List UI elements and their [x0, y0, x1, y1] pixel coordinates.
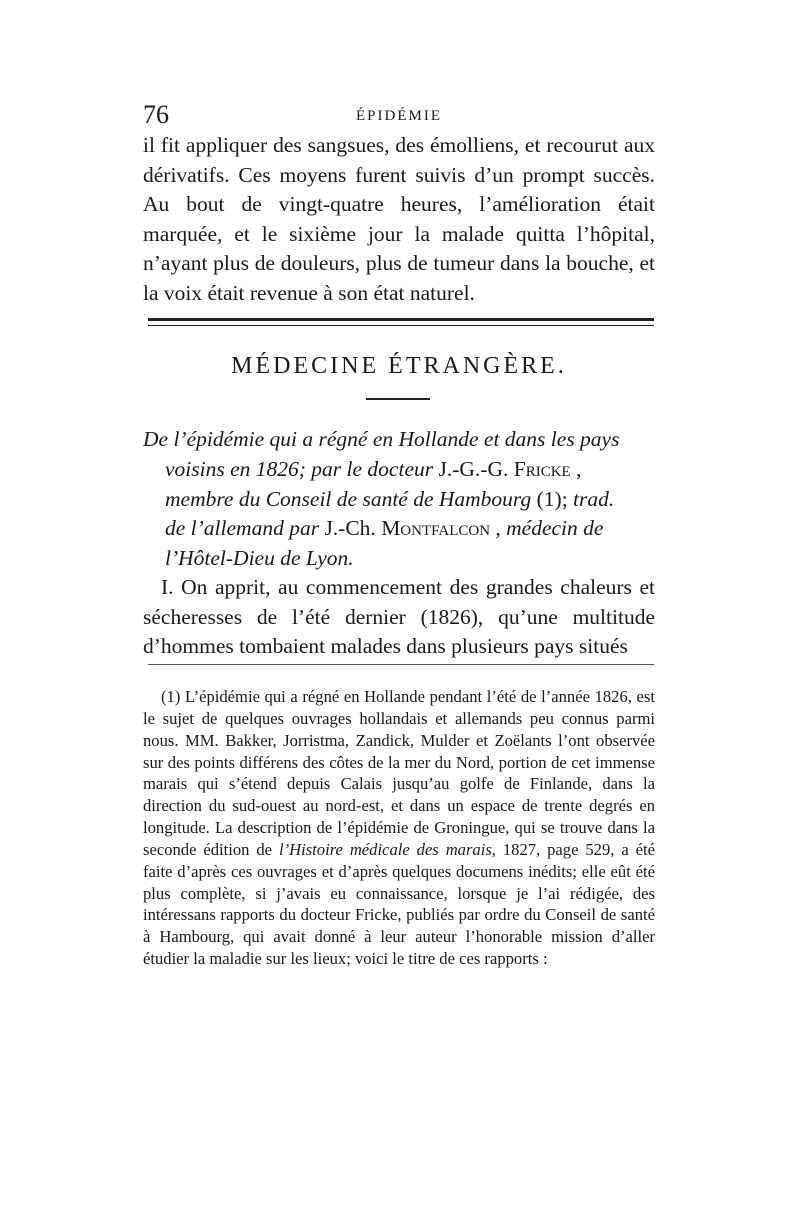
translator-name: Montfalcon — [381, 516, 491, 541]
page-header — [143, 100, 655, 128]
author-name: Fricke — [513, 456, 571, 481]
footnote-reference: (1); — [536, 486, 574, 511]
title-fragment: de l’allemand par — [165, 516, 325, 541]
footnote — [143, 686, 655, 970]
title-fragment: membre du Conseil de santé de Hambourg — [165, 486, 537, 511]
title-punctuation: , — [490, 516, 507, 541]
paragraph-continuation: il fit appliquer des sangsues, des émolliens, et recourut aux dérivatifs. Ces moyens furent suivis d’un prompt succès. Au bout de vingt-quatre heures, l’amélioration était marquée, et le sixième jour la malade quitta l’hôpital, n’ayant plus de douleurs, plus de tumeur dans la bouche, et la voix était revenue à son état naturel. — [143, 133, 655, 305]
title-fragment: voisins en 1826; par le docteur — [165, 456, 439, 481]
section-title: MÉDECINE ÉTRANGÈRE. — [231, 353, 567, 379]
section-divider — [148, 318, 654, 326]
title-punctuation: , — [570, 456, 582, 481]
footnote-text: (1) L’épidémie qui a régné en Hollande pendant l’été de l’année 1826, est le sujet de quelques ouvrages hollandais et allemands peu connus parmi nous. MM. Bakker, Jorristma, Zandick, Mulder et Zoëlants l’ont observée sur des points différens des côtes de la mer du Nord, portion de cet immense marais qui s’étend depuis Calais jusqu’au golfe de Finlande, dans la direction du sud-ouest au nord-est, et dans un espace de trente degrés en longitude. La description de l’épidémie de Groningue, qui se trouve dans la seconde édition de — [143, 687, 655, 859]
article-title-line-4 — [143, 514, 655, 544]
translator-initials: J.-Ch. — [324, 516, 382, 541]
article-title — [143, 425, 655, 574]
title-fragment: trad. — [573, 486, 615, 511]
running-head: ÉPIDÉMIE — [356, 108, 442, 124]
author-initials: J.-G.-G. — [438, 456, 514, 481]
footnote-cited-work: l’Histoire médicale des marais — [278, 839, 492, 859]
paragraph-section-i: I. On apprit, au commencement des grandes chaleurs et sécheresses de l’été dernier (1826), qu’une multitude d’hommes tombaient malades dans plusieurs pays situés — [143, 575, 655, 659]
article-title-line-3 — [143, 485, 655, 515]
title-underline — [366, 398, 430, 400]
article-title-line-5: l’Hôtel-Dieu de Lyon. — [165, 546, 354, 571]
article-title-line-1: De l’épidémie qui a régné en Hollande et dans les pays — [143, 427, 620, 451]
footnote-divider — [148, 664, 654, 665]
footnote-text: , 1827, page 529, a été faite d’après ces ouvrages et d’après quelques documens inédits; elle eût été plus complète, si j’avais eu connaissance, lorsque je l’ai rédigée, des intéressans rapports du docteur Fricke, publiés par ordre du Conseil de santé à Hambourg, qui avait donné à leur auteur l’honorable mission d’aller étudier la maladie sur les lieux; voici le titre de ces rapports : — [143, 839, 655, 969]
article-title-line-2 — [143, 455, 655, 485]
page-number: 76 — [143, 100, 169, 129]
title-fragment: médecin de — [506, 516, 604, 541]
